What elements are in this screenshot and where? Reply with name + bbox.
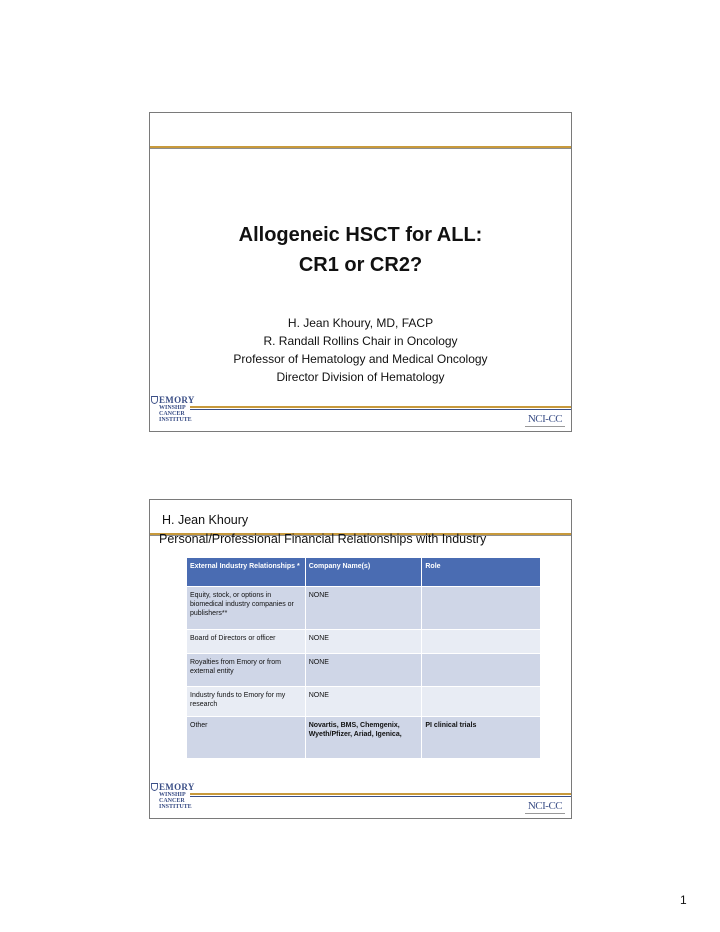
nccn-text: NCI-CC — [527, 413, 563, 425]
table-cell: Novartis, BMS, Chemgenix, Wyeth/Pfizer, Ariad, Igenica, — [305, 717, 422, 759]
table-cell — [422, 654, 541, 687]
slide-title: H. Jean Khoury — [162, 513, 249, 527]
emory-logo — [151, 782, 211, 810]
table-cell: Royalties from Emory or from external entity — [187, 654, 305, 687]
emory-name: EMORY — [159, 782, 195, 792]
speaker-info — [150, 314, 571, 386]
nccn-logo — [525, 413, 565, 427]
top-divider — [150, 148, 571, 149]
emory-sub-3: INSTITUTE — [159, 417, 192, 423]
bottom-accent-bar — [190, 793, 571, 795]
bottom-divider — [190, 796, 571, 797]
emory-shield-icon — [151, 396, 158, 404]
table-header: Company Name(s) — [305, 558, 422, 587]
table-cell: NONE — [305, 654, 422, 687]
table-cell: Board of Directors or officer — [187, 630, 305, 654]
table-cell: NONE — [305, 587, 422, 630]
emory-sub-1: WINSHIP — [159, 792, 186, 798]
emory-name: EMORY — [159, 395, 195, 405]
table-cell: Other — [187, 717, 305, 759]
title-line: CR1 or CR2? — [298, 254, 423, 276]
title-line: Allogeneic HSCT for ALL: — [238, 224, 483, 246]
slide-title — [150, 220, 571, 280]
emory-logo — [151, 395, 211, 423]
table-cell — [422, 630, 541, 654]
bottom-divider — [190, 409, 571, 410]
table-row — [187, 587, 541, 630]
emory-shield-icon — [151, 783, 158, 791]
table-row — [187, 687, 541, 717]
table-row — [187, 654, 541, 687]
bottom-accent-bar — [190, 406, 571, 408]
speaker-title: R. Randall Rollins Chair in Oncology — [263, 334, 458, 348]
emory-sub-2: CANCER — [159, 798, 185, 804]
nccn-text: NCI-CC — [527, 800, 563, 812]
table-row — [187, 630, 541, 654]
speaker-name: H. Jean Khoury, MD, FACP — [287, 316, 434, 330]
emory-sub-1: WINSHIP — [159, 405, 186, 411]
table-header: Role — [422, 558, 541, 587]
table-cell: Equity, stock, or options in biomedical industry companies or publishers** — [187, 587, 305, 630]
emory-sub-3: INSTITUTE — [159, 804, 192, 810]
emory-sub-2: CANCER — [159, 411, 185, 417]
table-cell: NONE — [305, 630, 422, 654]
speaker-title: Professor of Hematology and Medical Oncology — [233, 352, 488, 366]
slide-subtitle: Personal/Professional Financial Relationships with Industry — [159, 532, 487, 546]
table-header: External Industry Relationships * — [187, 558, 305, 587]
table-cell: NONE — [305, 687, 422, 717]
table-cell: Industry funds to Emory for my research — [187, 687, 305, 717]
table-cell — [422, 587, 541, 630]
slide-1 — [149, 112, 572, 432]
table-row — [187, 717, 541, 759]
nccn-logo — [525, 800, 565, 814]
relationships-table — [187, 558, 541, 759]
table-cell: PI clinical trials — [422, 717, 541, 759]
table-header-row — [187, 558, 541, 587]
page-number: 1 — [680, 893, 687, 907]
table-cell — [422, 687, 541, 717]
slide-2 — [149, 499, 572, 819]
speaker-title: Director Division of Hematology — [276, 370, 445, 384]
